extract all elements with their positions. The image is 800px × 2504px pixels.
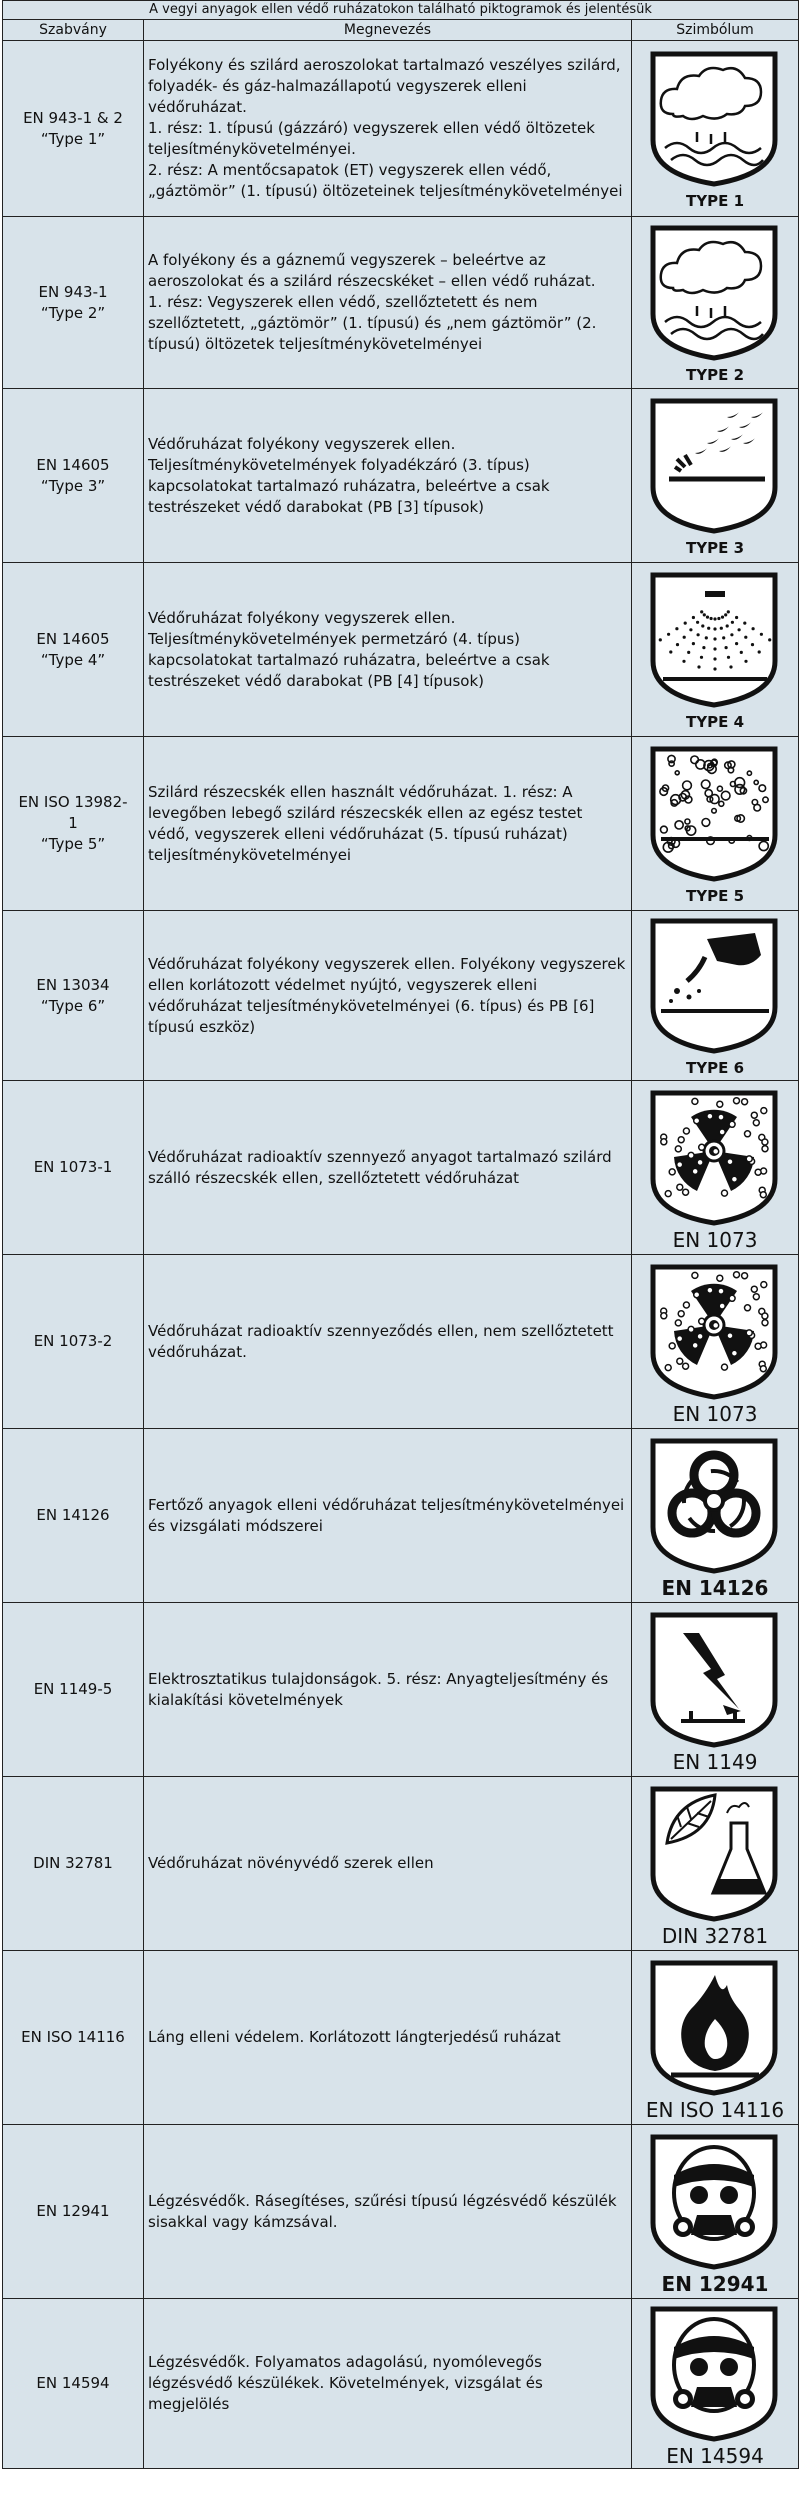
symbol-label: TYPE 4 bbox=[686, 712, 745, 731]
spray-icon bbox=[632, 569, 798, 711]
standard-line: EN 1073-1 bbox=[33, 1158, 113, 1176]
table-caption: A vegyi anyagok ellen védő ruházatokon található piktogramok és jelentésük bbox=[3, 1, 799, 20]
symbol-label: EN 1149 bbox=[672, 1749, 758, 1774]
description-paragraph: Szilárd részecskék ellen használt védőruházat. 1. rész: A levegőben lebegő szilárd részecskék ellen az egész testet védő, vegyszerek elleni védőruházat (5. típusú ruházat) teljesítménykövetelményei bbox=[148, 782, 583, 864]
description-paragraph: Védőruházat növényvédő szerek ellen bbox=[148, 1854, 434, 1872]
standard-line: EN 14605 bbox=[36, 629, 110, 648]
symbol-cell bbox=[632, 1951, 799, 2125]
standard-line: EN 1073-2 bbox=[33, 1332, 113, 1350]
standard-line: EN 14605 bbox=[36, 455, 110, 474]
liquid-jet-icon bbox=[632, 395, 798, 537]
description-paragraph: 1. rész: 1. típusú (gázzáró) vegyszerek ellen védő öltözetek teljesítménykövetelményei. bbox=[148, 119, 595, 158]
table-row bbox=[3, 2125, 799, 2299]
symbol-label: TYPE 6 bbox=[686, 1058, 745, 1077]
table-row bbox=[3, 1429, 799, 1603]
description-cell bbox=[144, 737, 632, 911]
radioactive-particles-icon bbox=[632, 1087, 798, 1229]
header-description: Megnevezés bbox=[144, 20, 632, 41]
symbol-cell bbox=[632, 41, 799, 217]
standard-cell bbox=[3, 737, 144, 911]
description-cell bbox=[144, 1429, 632, 1603]
description-paragraph: Légzésvédők. Rásegítéses, szűrési típusú légzésvédő készülék sisakkal vagy kámzsával. bbox=[148, 2191, 617, 2231]
description-paragraph: Védőruházat folyékony vegyszerek ellen. Teljesítménykövetelmények permetzáró (4. típus) kapcsolatokat tartalmazó ruházatra, beleértve a csak testrészeket védő darabokat (PB [4] típusok) bbox=[148, 608, 550, 690]
pictogram-table bbox=[2, 0, 799, 2469]
symbol-cell bbox=[632, 737, 799, 911]
symbol-cell bbox=[632, 217, 799, 389]
description-cell bbox=[144, 1603, 632, 1777]
standard-cell bbox=[3, 389, 144, 563]
symbol-cell bbox=[632, 389, 799, 563]
standard-line: “Type 3” bbox=[40, 476, 106, 495]
description-paragraph: 2. rész: A mentőcsapatok (ET) vegyszerek ellen védő, „gáztömör” (1. típusú) öltözeteinek teljesítménykövetelményei bbox=[148, 161, 623, 200]
standard-line: EN ISO 14116 bbox=[21, 2028, 125, 2046]
standard-line: DIN 32781 bbox=[33, 1854, 113, 1872]
standard-cell bbox=[3, 1255, 144, 1429]
description-paragraph: Védőruházat folyékony vegyszerek ellen. Teljesítménykövetelmények folyadékzáró (3. típus) kapcsolatokat tartalmazó ruházatra, beleértve a csak testrészeket védő darabokat (PB [3] típusok) bbox=[148, 434, 550, 516]
description-paragraph: Védőruházat radioaktív szennyeződés ellen, nem szellőztetett védőruházat. bbox=[148, 1321, 614, 1361]
symbol-label: TYPE 3 bbox=[686, 538, 745, 557]
standard-line: “Type 4” bbox=[40, 650, 106, 669]
description-cell bbox=[144, 217, 632, 389]
symbol-cell bbox=[632, 563, 799, 737]
symbol-label: TYPE 1 bbox=[686, 191, 745, 210]
standard-line: EN 13034 bbox=[36, 975, 110, 994]
standard-cell bbox=[3, 911, 144, 1081]
description-cell bbox=[144, 1081, 632, 1255]
standard-line: EN 943-1 bbox=[38, 282, 108, 301]
description-cell bbox=[144, 2299, 632, 2469]
standard-line: EN 943-1 & 2 bbox=[23, 108, 123, 127]
standard-line: 1 bbox=[68, 814, 78, 832]
description-paragraph: Folyékony és szilárd aeroszolokat tartalmazó veszélyes szilárd, folyadék- és gáz-halmazállapotú vegyszerek elleni védőruházat. bbox=[148, 56, 621, 116]
symbol-label: EN ISO 14116 bbox=[645, 2097, 785, 2122]
standard-cell bbox=[3, 2125, 144, 2299]
table-row bbox=[3, 1255, 799, 1429]
description-paragraph: Légzésvédők. Folyamatos adagolású, nyomólevegős légzésvédő készülékek. Követelmények, vizsgálat és megjelölés bbox=[148, 2353, 543, 2413]
symbol-label: EN 12941 bbox=[661, 2271, 769, 2296]
description-paragraph: 1. rész: Vegyszerek ellen védő, szellőztetett és nem szellőztetett, „gáztömör” (1. típusú) és „nem gáztömör” (2. típusú) öltözetek teljesítménykövetelményei bbox=[148, 293, 597, 353]
table-row bbox=[3, 1777, 799, 1951]
table-row bbox=[3, 2299, 799, 2469]
cloud-gas-icon bbox=[632, 48, 798, 190]
standard-line: EN 14594 bbox=[36, 2374, 110, 2392]
particles-icon bbox=[632, 743, 798, 885]
static-lightning-icon bbox=[632, 1609, 798, 1751]
description-cell bbox=[144, 911, 632, 1081]
standard-cell bbox=[3, 41, 144, 217]
respirator-hood-icon bbox=[632, 2303, 798, 2445]
table-row bbox=[3, 217, 799, 389]
table-row bbox=[3, 389, 799, 563]
description-paragraph: Láng elleni védelem. Korlátozott lángterjedésű ruházat bbox=[148, 2028, 561, 2046]
standard-cell bbox=[3, 2299, 144, 2469]
symbol-cell bbox=[632, 1081, 799, 1255]
header-symbol: Szimbólum bbox=[632, 20, 799, 41]
table-row bbox=[3, 1951, 799, 2125]
respirator-hood-icon bbox=[632, 2131, 798, 2273]
description-paragraph: Védőruházat folyékony vegyszerek ellen. Folyékony vegyszerek ellen korlátozott védelmet nyújtó, vegyszerek elleni védőruházat teljesítménykövetelményei (6. típus) és PB [6] típusú eszköz) bbox=[148, 954, 626, 1036]
standard-line: EN 14126 bbox=[36, 1506, 110, 1524]
symbol-label: EN 14126 bbox=[661, 1575, 769, 1600]
description-cell bbox=[144, 2125, 632, 2299]
description-cell bbox=[144, 1255, 632, 1429]
standard-line: “Type 2” bbox=[40, 303, 106, 322]
standard-cell bbox=[3, 1429, 144, 1603]
description-paragraph: Védőruházat radioaktív szennyező anyagot tartalmazó szilárd szálló részecskék ellen, szellőztetett védőruházat bbox=[148, 1147, 612, 1187]
description-cell bbox=[144, 389, 632, 563]
symbol-label: TYPE 2 bbox=[686, 365, 745, 384]
symbol-label: EN 1073 bbox=[672, 1401, 758, 1426]
standard-line: “Type 5” bbox=[40, 835, 106, 853]
standard-cell bbox=[3, 1081, 144, 1255]
symbol-cell bbox=[632, 911, 799, 1081]
cloud-gas-icon bbox=[632, 222, 798, 364]
symbol-cell bbox=[632, 1255, 799, 1429]
standard-line: EN 12941 bbox=[36, 2202, 110, 2220]
biohazard-icon bbox=[632, 1435, 798, 1577]
standard-cell bbox=[3, 1951, 144, 2125]
symbol-cell bbox=[632, 2125, 799, 2299]
description-cell bbox=[144, 41, 632, 217]
leaf-flask-icon bbox=[632, 1783, 798, 1925]
pouring-beaker-icon bbox=[632, 915, 798, 1057]
symbol-cell bbox=[632, 1603, 799, 1777]
table-row bbox=[3, 41, 799, 217]
standard-line: EN ISO 13982- bbox=[18, 793, 128, 811]
table-row bbox=[3, 1081, 799, 1255]
table-row bbox=[3, 737, 799, 911]
standard-cell bbox=[3, 217, 144, 389]
description-cell bbox=[144, 1777, 632, 1951]
description-paragraph: Elektrosztatikus tulajdonságok. 5. rész: Anyagteljesítmény és kialakítási követelmények bbox=[148, 1669, 609, 1709]
symbol-label: EN 14594 bbox=[666, 2443, 764, 2468]
flame-icon bbox=[632, 1957, 798, 2099]
standard-line: “Type 6” bbox=[40, 996, 106, 1015]
header-standard: Szabvány bbox=[3, 20, 144, 41]
standard-cell bbox=[3, 1603, 144, 1777]
description-paragraph: A folyékony és a gáznemű vegyszerek – beleértve az aeroszolokat és a szilárd részecskéket – ellen védő ruházat. bbox=[148, 251, 596, 290]
symbol-label: DIN 32781 bbox=[661, 1923, 769, 1948]
standard-line: EN 1149-5 bbox=[33, 1680, 113, 1698]
symbol-cell bbox=[632, 2299, 799, 2469]
table-row bbox=[3, 911, 799, 1081]
description-cell bbox=[144, 563, 632, 737]
description-paragraph: Fertőző anyagok elleni védőruházat teljesítménykövetelményei és vizsgálati módszerei bbox=[148, 1495, 625, 1535]
symbol-cell bbox=[632, 1777, 799, 1951]
table-row bbox=[3, 563, 799, 737]
radioactive-particles-icon bbox=[632, 1261, 798, 1403]
standard-cell bbox=[3, 563, 144, 737]
standard-cell bbox=[3, 1777, 144, 1951]
symbol-label: TYPE 5 bbox=[686, 886, 745, 905]
description-cell bbox=[144, 1951, 632, 2125]
standard-line: “Type 1” bbox=[40, 129, 106, 148]
table-row bbox=[3, 1603, 799, 1777]
symbol-cell bbox=[632, 1429, 799, 1603]
symbol-label: EN 1073 bbox=[672, 1227, 758, 1252]
